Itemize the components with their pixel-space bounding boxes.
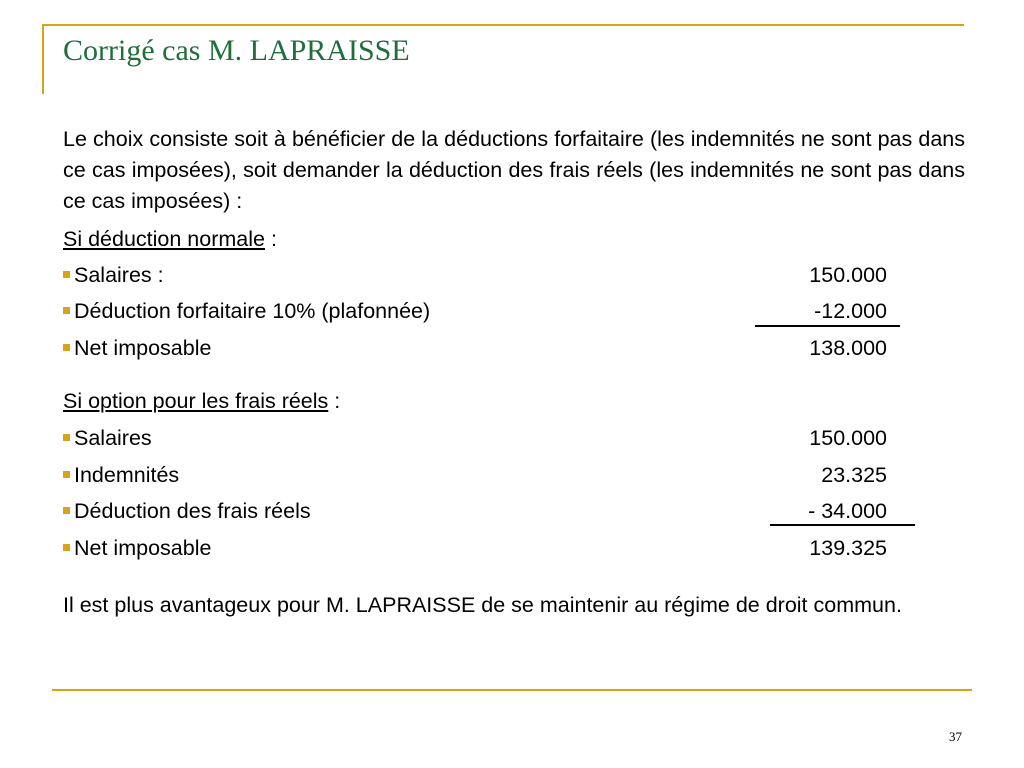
row-amount: -12.000 — [814, 299, 887, 323]
bullet-square-icon — [63, 507, 70, 514]
row-label: Salaires : — [74, 263, 164, 287]
footer-divider — [52, 689, 972, 691]
list-item — [63, 496, 887, 527]
frame-left-border — [42, 24, 44, 94]
list-item — [63, 533, 887, 564]
list-item — [63, 460, 887, 491]
row-amount: 138.000 — [809, 336, 887, 360]
row-amount: 139.325 — [809, 536, 887, 560]
row-amount: - 34.000 — [808, 499, 887, 523]
bullet-square-icon — [63, 307, 70, 314]
list-item — [63, 260, 887, 291]
conclusion-paragraph: Il est plus avantageux pour M. LAPRAISSE de se maintenir au régime de droit commun. — [63, 593, 902, 617]
section-heading-normal-text: Si déduction normale — [63, 227, 265, 251]
row-label: Déduction forfaitaire 10% (plafonnée) — [74, 299, 431, 323]
bullet-square-icon — [63, 434, 70, 441]
row-amount: 23.325 — [821, 463, 887, 487]
section-heading-reels-text: Si option pour les frais réels — [63, 389, 329, 413]
subtotal-rule — [755, 325, 900, 327]
section-heading-normal-suffix: : — [264, 227, 277, 251]
section-heading-reels — [63, 386, 340, 417]
list-item — [63, 423, 887, 454]
section-heading-reels-suffix: : — [328, 389, 341, 413]
section-heading-normal — [63, 224, 277, 255]
subtotal-rule — [770, 524, 915, 526]
row-label: Déduction des frais réels — [74, 499, 311, 523]
row-label: Indemnités — [74, 463, 180, 487]
bullet-square-icon — [63, 344, 70, 351]
row-amount: 150.000 — [809, 426, 887, 450]
row-label: Salaires — [74, 426, 152, 450]
slide-title: Corrigé cas M. LAPRAISSE — [63, 34, 410, 67]
row-label: Net imposable — [74, 536, 212, 560]
bullet-square-icon — [63, 544, 70, 551]
intro-paragraph: Le choix consiste soit à bénéficier de la déductions forfaitaire (les indemnités ne sont pas dans ce cas imposées), soit demander la déduction des frais réels (les indemnités ne sont pas dans ce cas imposées) : — [63, 127, 965, 213]
row-amount: 150.000 — [809, 263, 887, 287]
bullet-square-icon — [63, 271, 70, 278]
list-item — [63, 333, 887, 364]
list-item — [63, 296, 887, 327]
row-label: Net imposable — [74, 336, 212, 360]
bullet-square-icon — [63, 471, 70, 478]
page-number: 37 — [949, 729, 962, 744]
frame-top-border — [42, 24, 964, 26]
